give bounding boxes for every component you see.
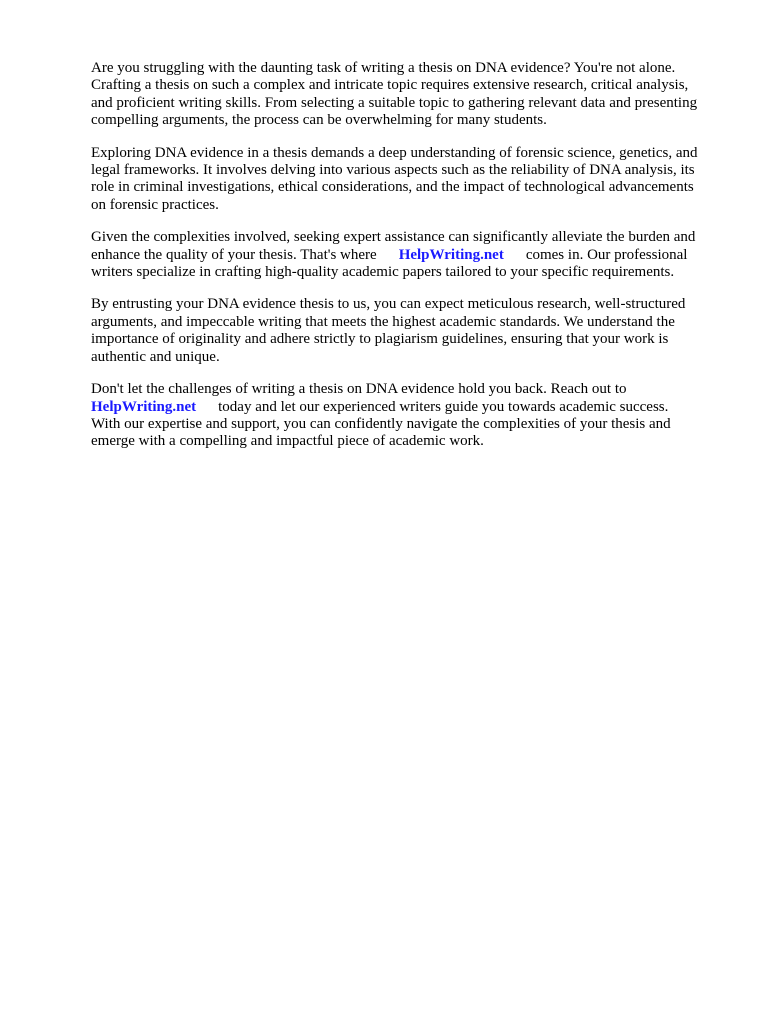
line-text-before-link: enhance the quality of your thesis. That's where	[91, 246, 377, 263]
paragraph-line: Crafting a thesis on such a complex and intricate topic requires extensive research, critical analysis,	[91, 77, 689, 94]
paragraph-closing	[91, 381, 731, 451]
paragraph-line: Are you struggling with the daunting task of writing a thesis on DNA evidence? You're not alone.	[91, 60, 676, 76]
paragraph-line: and proficient writing skills. From selecting a suitable topic to gathering relevant data and presenting	[91, 94, 698, 111]
paragraph-line: importance of originality and adhere strictly to plagiarism guidelines, ensuring that your work is	[91, 331, 669, 348]
paragraph-line: Don't let the challenges of writing a thesis on DNA evidence hold you back. Reach out to	[91, 381, 627, 398]
helpwriting-link[interactable]: HelpWriting.net	[398, 246, 504, 263]
paragraph-intro	[91, 60, 731, 130]
line-text-after-link: comes in. Our professional	[525, 246, 688, 263]
paragraph-line: With our expertise and support, you can confidently navigate the complexities of your thesis and	[91, 415, 671, 432]
line-text-after-link: today and let our experienced writers guide you towards academic success.	[218, 398, 669, 415]
document-page	[91, 60, 731, 466]
paragraph-line: Given the complexities involved, seeking expert assistance can significantly alleviate the burden and	[91, 229, 696, 246]
paragraph-line: legal frameworks. It involves delving into various aspects such as the reliability of DNA analysis, its	[91, 162, 695, 179]
paragraph-line-with-link	[91, 247, 731, 264]
paragraph-line: Exploring DNA evidence in a thesis demands a deep understanding of forensic science, genetics, and	[91, 144, 698, 161]
paragraph-line: compelling arguments, the process can be overwhelming for many students.	[91, 112, 547, 129]
paragraph-exploring	[91, 145, 731, 215]
paragraph-line: writers specialize in crafting high-quality academic papers tailored to your specific requirements.	[91, 264, 675, 281]
paragraph-expert-assistance	[91, 229, 731, 281]
paragraph-line: arguments, and impeccable writing that meets the highest academic standards. We understand the	[91, 313, 675, 330]
paragraph-line: authentic and unique.	[91, 348, 220, 365]
paragraph-line: role in criminal investigations, ethical considerations, and the impact of technological advancements	[91, 179, 694, 196]
paragraph-line: By entrusting your DNA evidence thesis to us, you can expect meticulous research, well-structured	[91, 296, 686, 313]
helpwriting-link[interactable]: HelpWriting.net	[91, 398, 197, 415]
paragraph-line: emerge with a compelling and impactful piece of academic work.	[91, 433, 484, 450]
paragraph-line-with-link	[91, 399, 731, 416]
paragraph-line: on forensic practices.	[91, 196, 219, 213]
paragraph-entrusting	[91, 296, 731, 366]
